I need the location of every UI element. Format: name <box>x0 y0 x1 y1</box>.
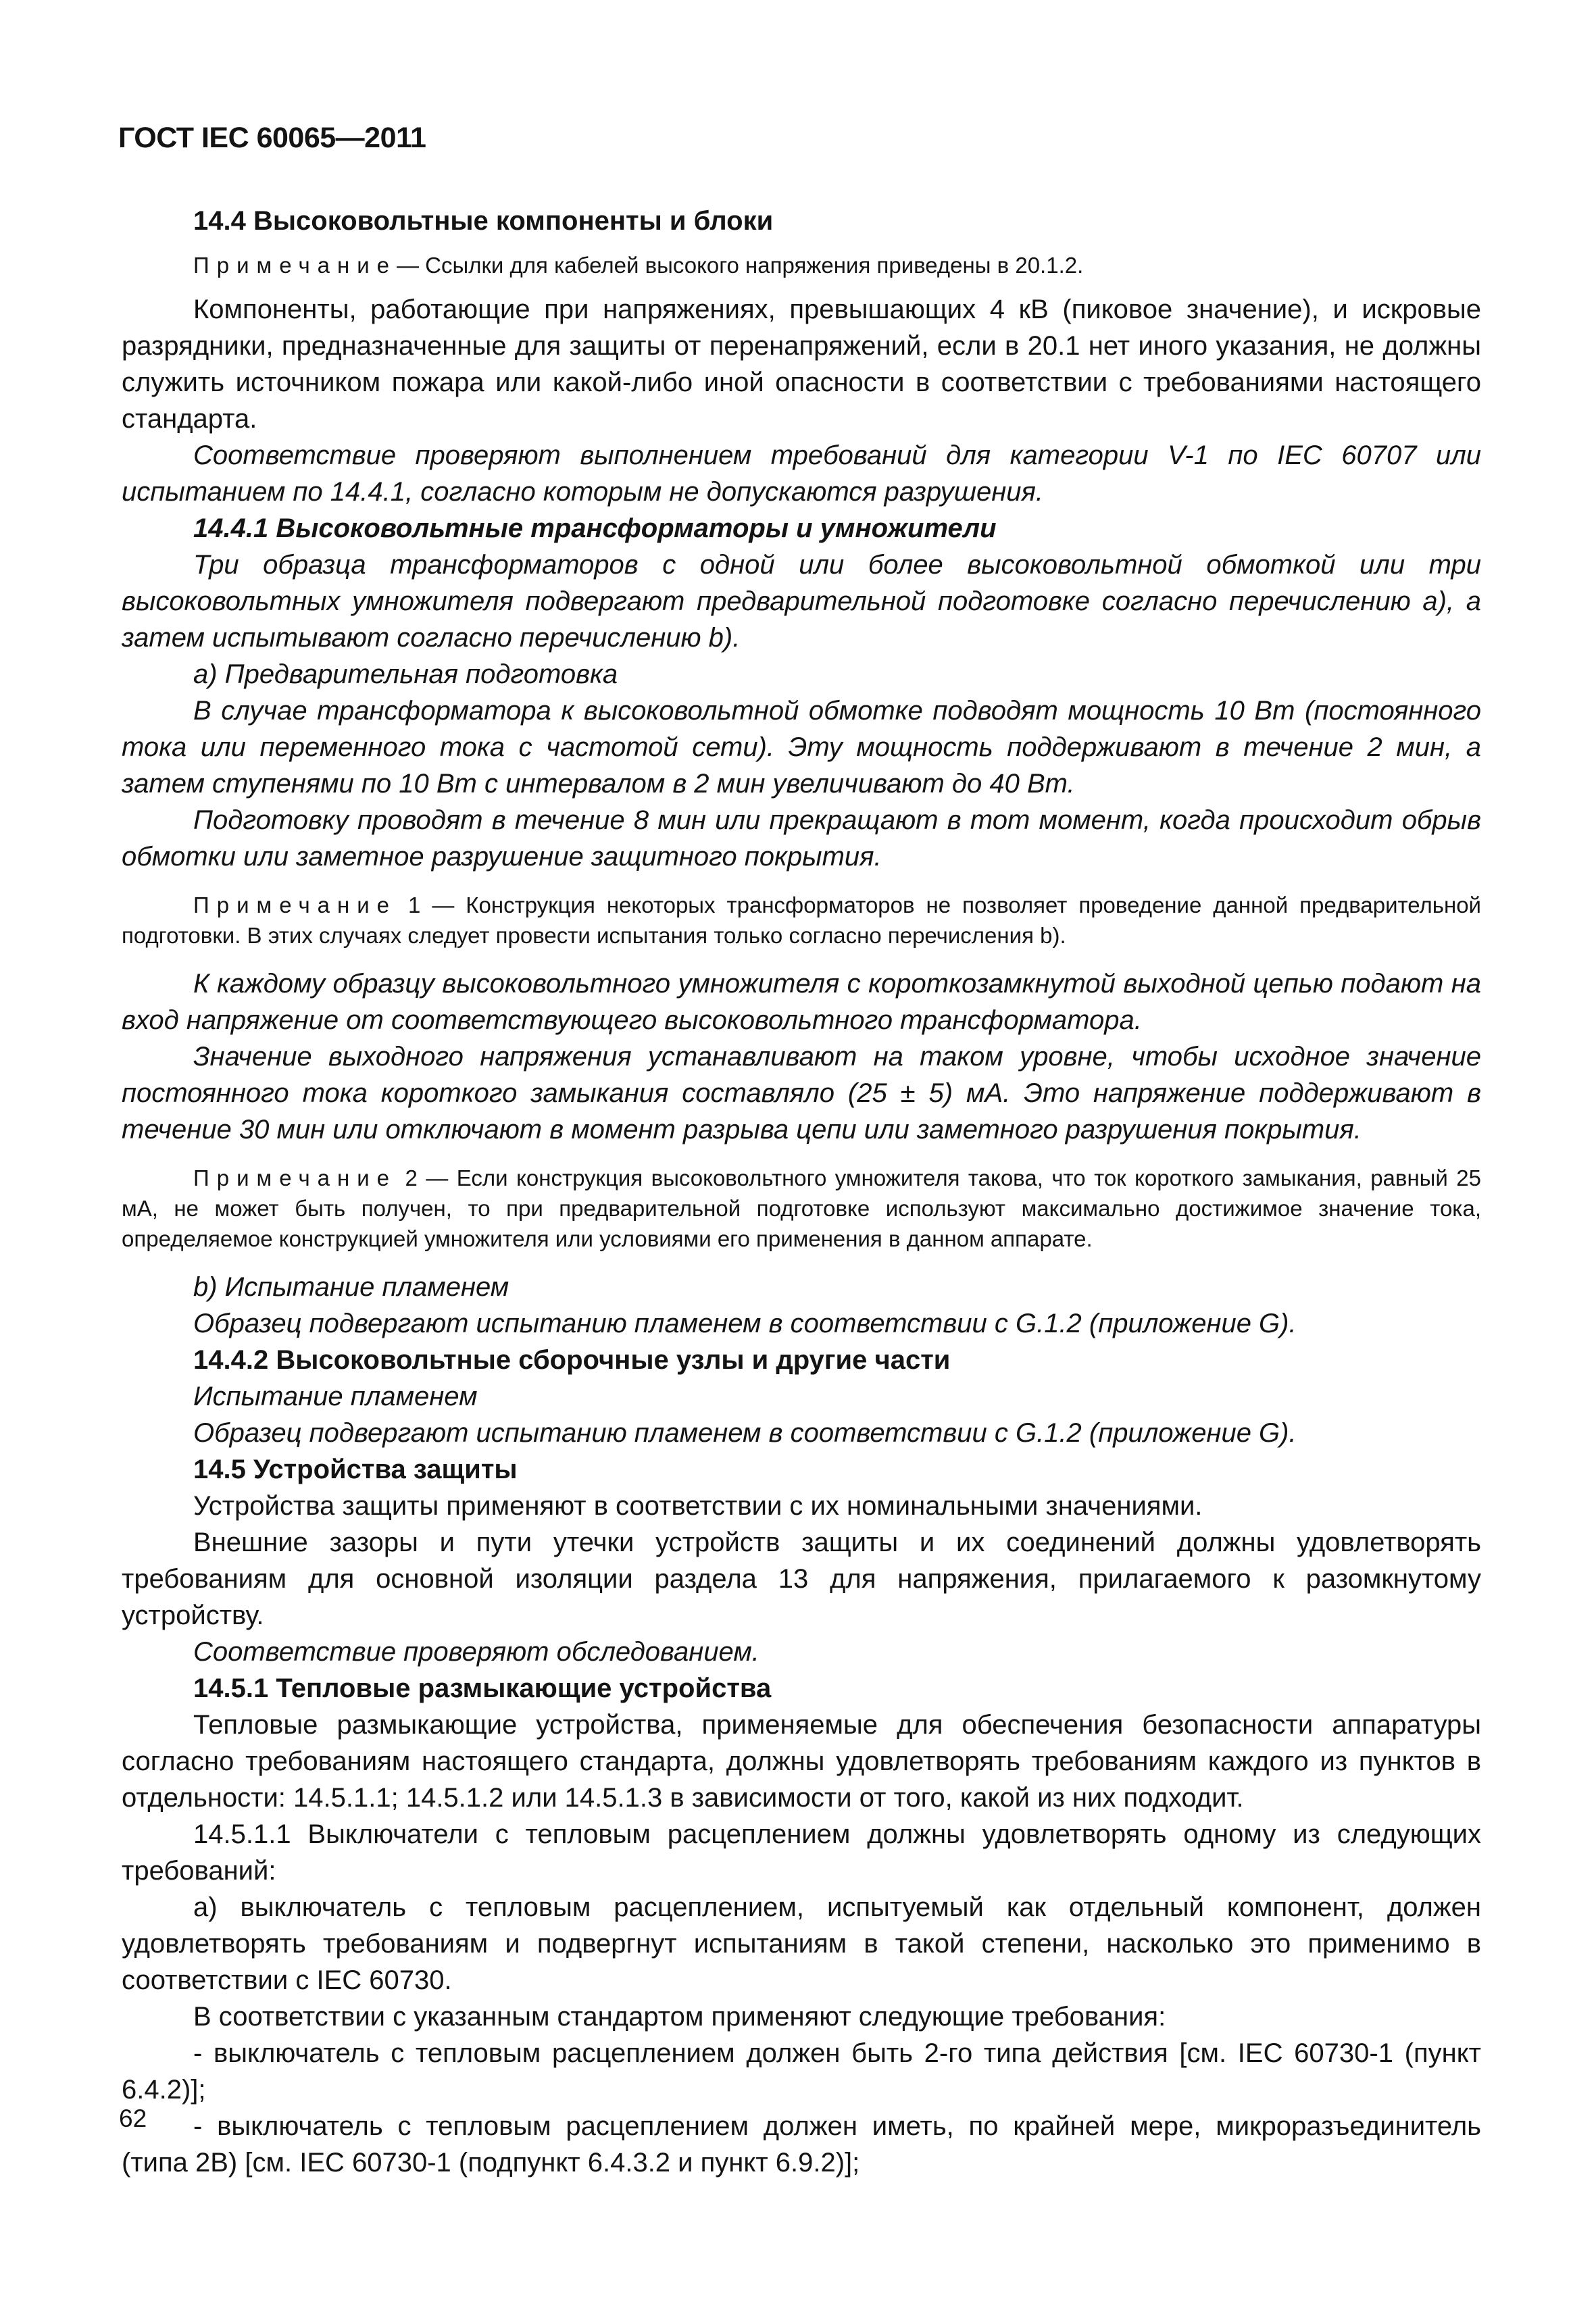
paragraph: К каждому образцу высоковольтного умножителя с короткозамкнутой выходной цепью подают на вход напряжение от соответствующего высоковольтного трансформатора. <box>122 969 1481 1035</box>
paragraph: Компоненты, работающие при напряжениях, превышающих 4 кВ (пиковое значение), и искровые разрядники, предназначенные для защиты от перенапряжений, если в 20.1 нет иного указания, не должны служить источником пожара или какой-либо иной опасности в соответствии с требованиями настоящего стандарта. <box>122 295 1481 434</box>
paragraph: В случае трансформатора к высоковольтной обмотке подводят мощность 10 Вт (постоянного тока или переменного тока с частотой сети). Эту мощность поддерживают в течение 2 мин, а затем ступенями по 10 Вт с интервалом в 2 мин увеличивают до 40 Вт. <box>122 696 1481 799</box>
paragraph: В соответствии с указанным стандартом применяют следующие требования: <box>193 2002 1166 2032</box>
section-heading-14-4: 14.4 Высоковольтные компоненты и блоки <box>193 206 774 236</box>
page-content <box>122 203 1481 2181</box>
section-heading-14-4-1: 14.4.1 Высоковольтные трансформаторы и умножители <box>193 513 997 543</box>
section-heading-14-5: 14.5 Устройства защиты <box>193 1455 518 1484</box>
paragraph: Три образца трансформаторов с одной или более высоковольтной обмоткой или три высоковольтных умножителя подвергают предварительной подготовке согласно перечислению а), а затем испытывают согласно перечислению b). <box>122 550 1481 653</box>
standard-header: ГОСТ IEC 60065—2011 <box>118 122 426 154</box>
paragraph-dash-item: - выключатель с тепловым расцеплением должен быть 2-го типа действия [см. IEC 60730-1 (пункт 6.4.2)]; <box>122 2038 1481 2105</box>
note-1 <box>122 890 1481 951</box>
paragraph-dash-item: - выключатель с тепловым расцеплением должен иметь, по крайней мере, микроразъединитель (типа 2B) [см. IEC 60730-1 (подпункт 6.4.3.2 и пункт 6.9.2)]; <box>122 2111 1481 2178</box>
paragraph-compliance: Соответствие проверяют выполнением требований для категории V-1 по IEC 60707 или испытанием по 14.4.1, согласно которым не допускаются разрушения. <box>122 441 1481 507</box>
note-label: Примечание <box>193 253 397 278</box>
paragraph: Тепловые размыкающие устройства, применяемые для обеспечения безопасности аппаратуры согласно требованиям настоящего стандарта, должны удовлетворять требованиям каждого из пунктов в отдельности: 14.5.1.1; 14.5.1.2 или 14.5.1.3 в зависимости от того, какой из них подходит. <box>122 1710 1481 1813</box>
paragraph: Подготовку проводят в течение 8 мин или прекращают в тот момент, когда происходит обрыв обмотки или заметное разрушение защитного покрытия. <box>122 805 1481 872</box>
paragraph-compliance: Соответствие проверяют обследованием. <box>193 1637 759 1667</box>
note-text: — Ссылки для кабелей высокого напряжения приведены в 20.1.2. <box>397 253 1084 278</box>
paragraph-item-b: b) Испытание пламенем <box>193 1272 509 1302</box>
paragraph: Испытание пламенем <box>193 1382 478 1411</box>
section-heading-14-4-2: 14.4.2 Высоковольтные сборочные узлы и другие части <box>193 1345 951 1375</box>
page-number: 62 <box>119 2105 147 2132</box>
paragraph: Значение выходного напряжения устанавливают на таком уровне, чтобы исходное значение постоянного тока короткого замыкания составляло (25 ± 5) мА. Это напряжение поддерживают в течение 30 мин или отключают в момент разрыва цепи или заметного разрушения покрытия. <box>122 1042 1481 1145</box>
note-label: Примечание <box>193 892 397 917</box>
note-label: Примечание <box>193 1165 397 1190</box>
paragraph: Внешние зазоры и пути утечки устройств защиты и их соединений должны удовлетворять требованиям для основной изоляции раздела 13 для напряжения, прилагаемого к разомкнутому устройству. <box>122 1528 1481 1630</box>
paragraph: Образец подвергают испытанию пламенем в соответствии с G.1.2 (приложение G). <box>193 1418 1297 1448</box>
note-text: 2 — Если конструкция высоковольтного умножителя такова, что ток короткого замыкания, равный 25 мА, не может быть получен, то при предварительной подготовке используют максимально достижимое значение тока, определяемое конструкцией умножителя или условиями его применения в данном аппарате. <box>122 1165 1481 1251</box>
note-text: 1 — Конструкция некоторых трансформаторов не позволяет проведение данной предварительной подготовки. В этих случаях следует провести испытания только согласно перечисления b). <box>122 892 1481 948</box>
note-14-4 <box>122 250 1481 280</box>
note-2 <box>122 1163 1481 1254</box>
paragraph: Устройства защиты применяют в соответствии с их номинальными значениями. <box>193 1491 1203 1521</box>
paragraph: Образец подвергают испытанию пламенем в соответствии с G.1.2 (приложение G). <box>193 1309 1297 1338</box>
paragraph-item-a: а) Предварительная подготовка <box>193 659 618 689</box>
paragraph-item-a: а) выключатель с тепловым расцеплением, испытуемый как отдельный компонент, должен удовлетворять требованиям и подвергнут испытаниям в такой степени, насколько это применимо в соответствии с IEC 60730. <box>122 1892 1481 1995</box>
paragraph: 14.5.1.1 Выключатели с тепловым расцеплением должны удовлетворять одному из следующих требований: <box>122 1819 1481 1886</box>
section-heading-14-5-1: 14.5.1 Тепловые размыкающие устройства <box>193 1674 772 1703</box>
